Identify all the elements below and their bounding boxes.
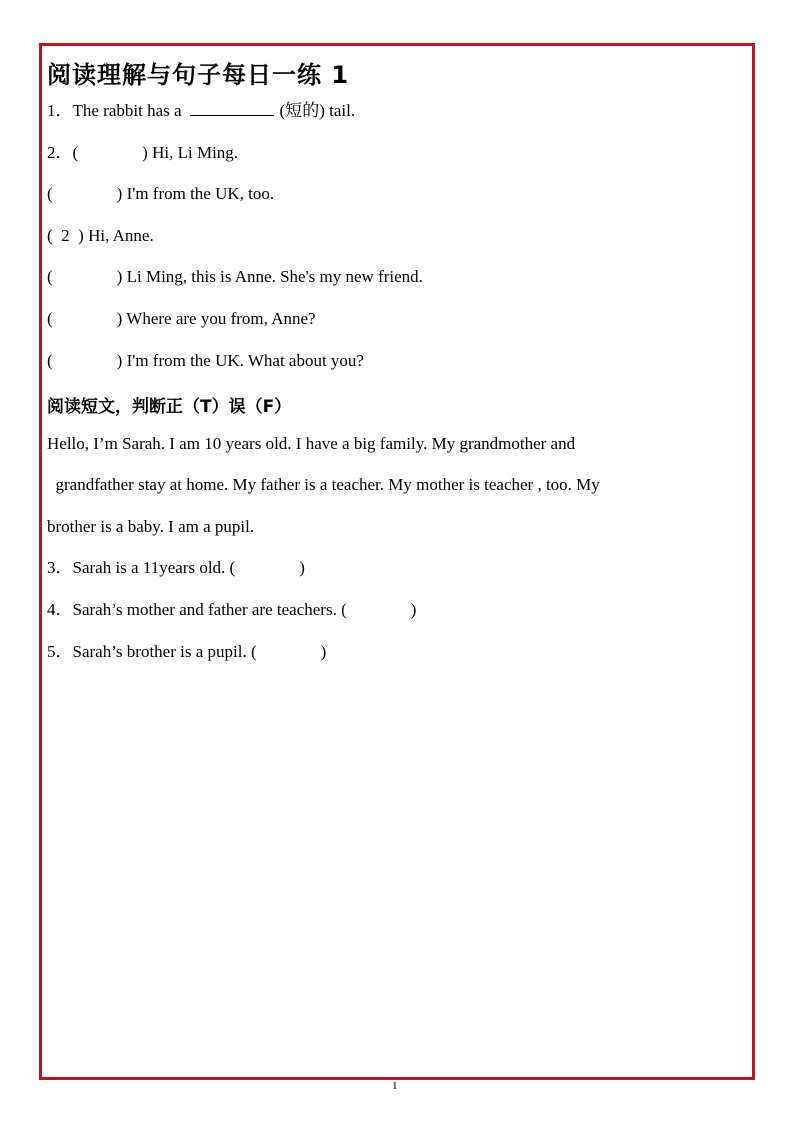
dialogue-text: I'm from the UK. What about you? (126, 351, 364, 370)
dialogue-line: ( ) Where are you from, Anne? (47, 309, 316, 328)
dialogue-text: Hi, Anne. (88, 226, 154, 245)
dialogue-text: Where are you from, Anne? (126, 309, 316, 328)
dialogue-line: ( 2 ) Hi, Anne. (47, 226, 154, 245)
dialogue-text: Li Ming, this is Anne. She's my new friend. (126, 267, 423, 286)
dialogue-text: Hi, Li Ming. (152, 143, 239, 162)
hint-text: (短的) (279, 101, 325, 120)
question-text: Sarah is a 11years old. ( (72, 558, 236, 577)
dialogue-line: ( ) I'm from the UK. What about you? (47, 351, 364, 370)
question-number: 5． (47, 642, 73, 661)
question-number: 3． (47, 558, 73, 577)
passage-line: Hello, I’m Sarah. I am 10 years old. I have a big family. My grandmother and (47, 434, 576, 453)
question-text-end: tail. (329, 101, 356, 120)
dialogue-text: I'm from the UK, too. (126, 184, 275, 203)
section-heading: 阅读短文，判断正（T）误（F） (47, 397, 292, 417)
dialogue-line: ( ) I'm from the UK, too. (47, 184, 275, 203)
question-number: 4． (47, 600, 73, 619)
page-number: 1 (392, 1080, 398, 1092)
worksheet-title: 阅读理解与句子每日一练 1 (47, 61, 350, 89)
order-fill: 2 (61, 226, 70, 245)
question-1 (47, 101, 355, 121)
question-5: 5．Sarah’s brother is a pupil. ( ) (47, 642, 327, 661)
question-number: 2． (47, 143, 73, 162)
question-4: 4．Sarah’s mother and father are teachers. ( ) (47, 600, 417, 619)
passage-line: grandfather stay at home. My father is a teacher. My mother is teacher , too. My (47, 475, 600, 494)
dialogue-line: ( ) Li Ming, this is Anne. She's my new friend. (47, 267, 423, 286)
question-text: The rabbit has a (72, 101, 182, 120)
question-2: 2．( ) Hi, Li Ming. (47, 143, 239, 162)
question-text: Sarah’s brother is a pupil. ( (72, 642, 257, 661)
question-text: Sarah’s mother and father are teachers. ( (72, 600, 347, 619)
answer-blank[interactable] (190, 101, 274, 116)
question-number: 1． (47, 101, 73, 120)
question-3: 3．Sarah is a 11years old. ( ) (47, 558, 305, 577)
passage-line: brother is a baby. I am a pupil. (47, 517, 255, 536)
